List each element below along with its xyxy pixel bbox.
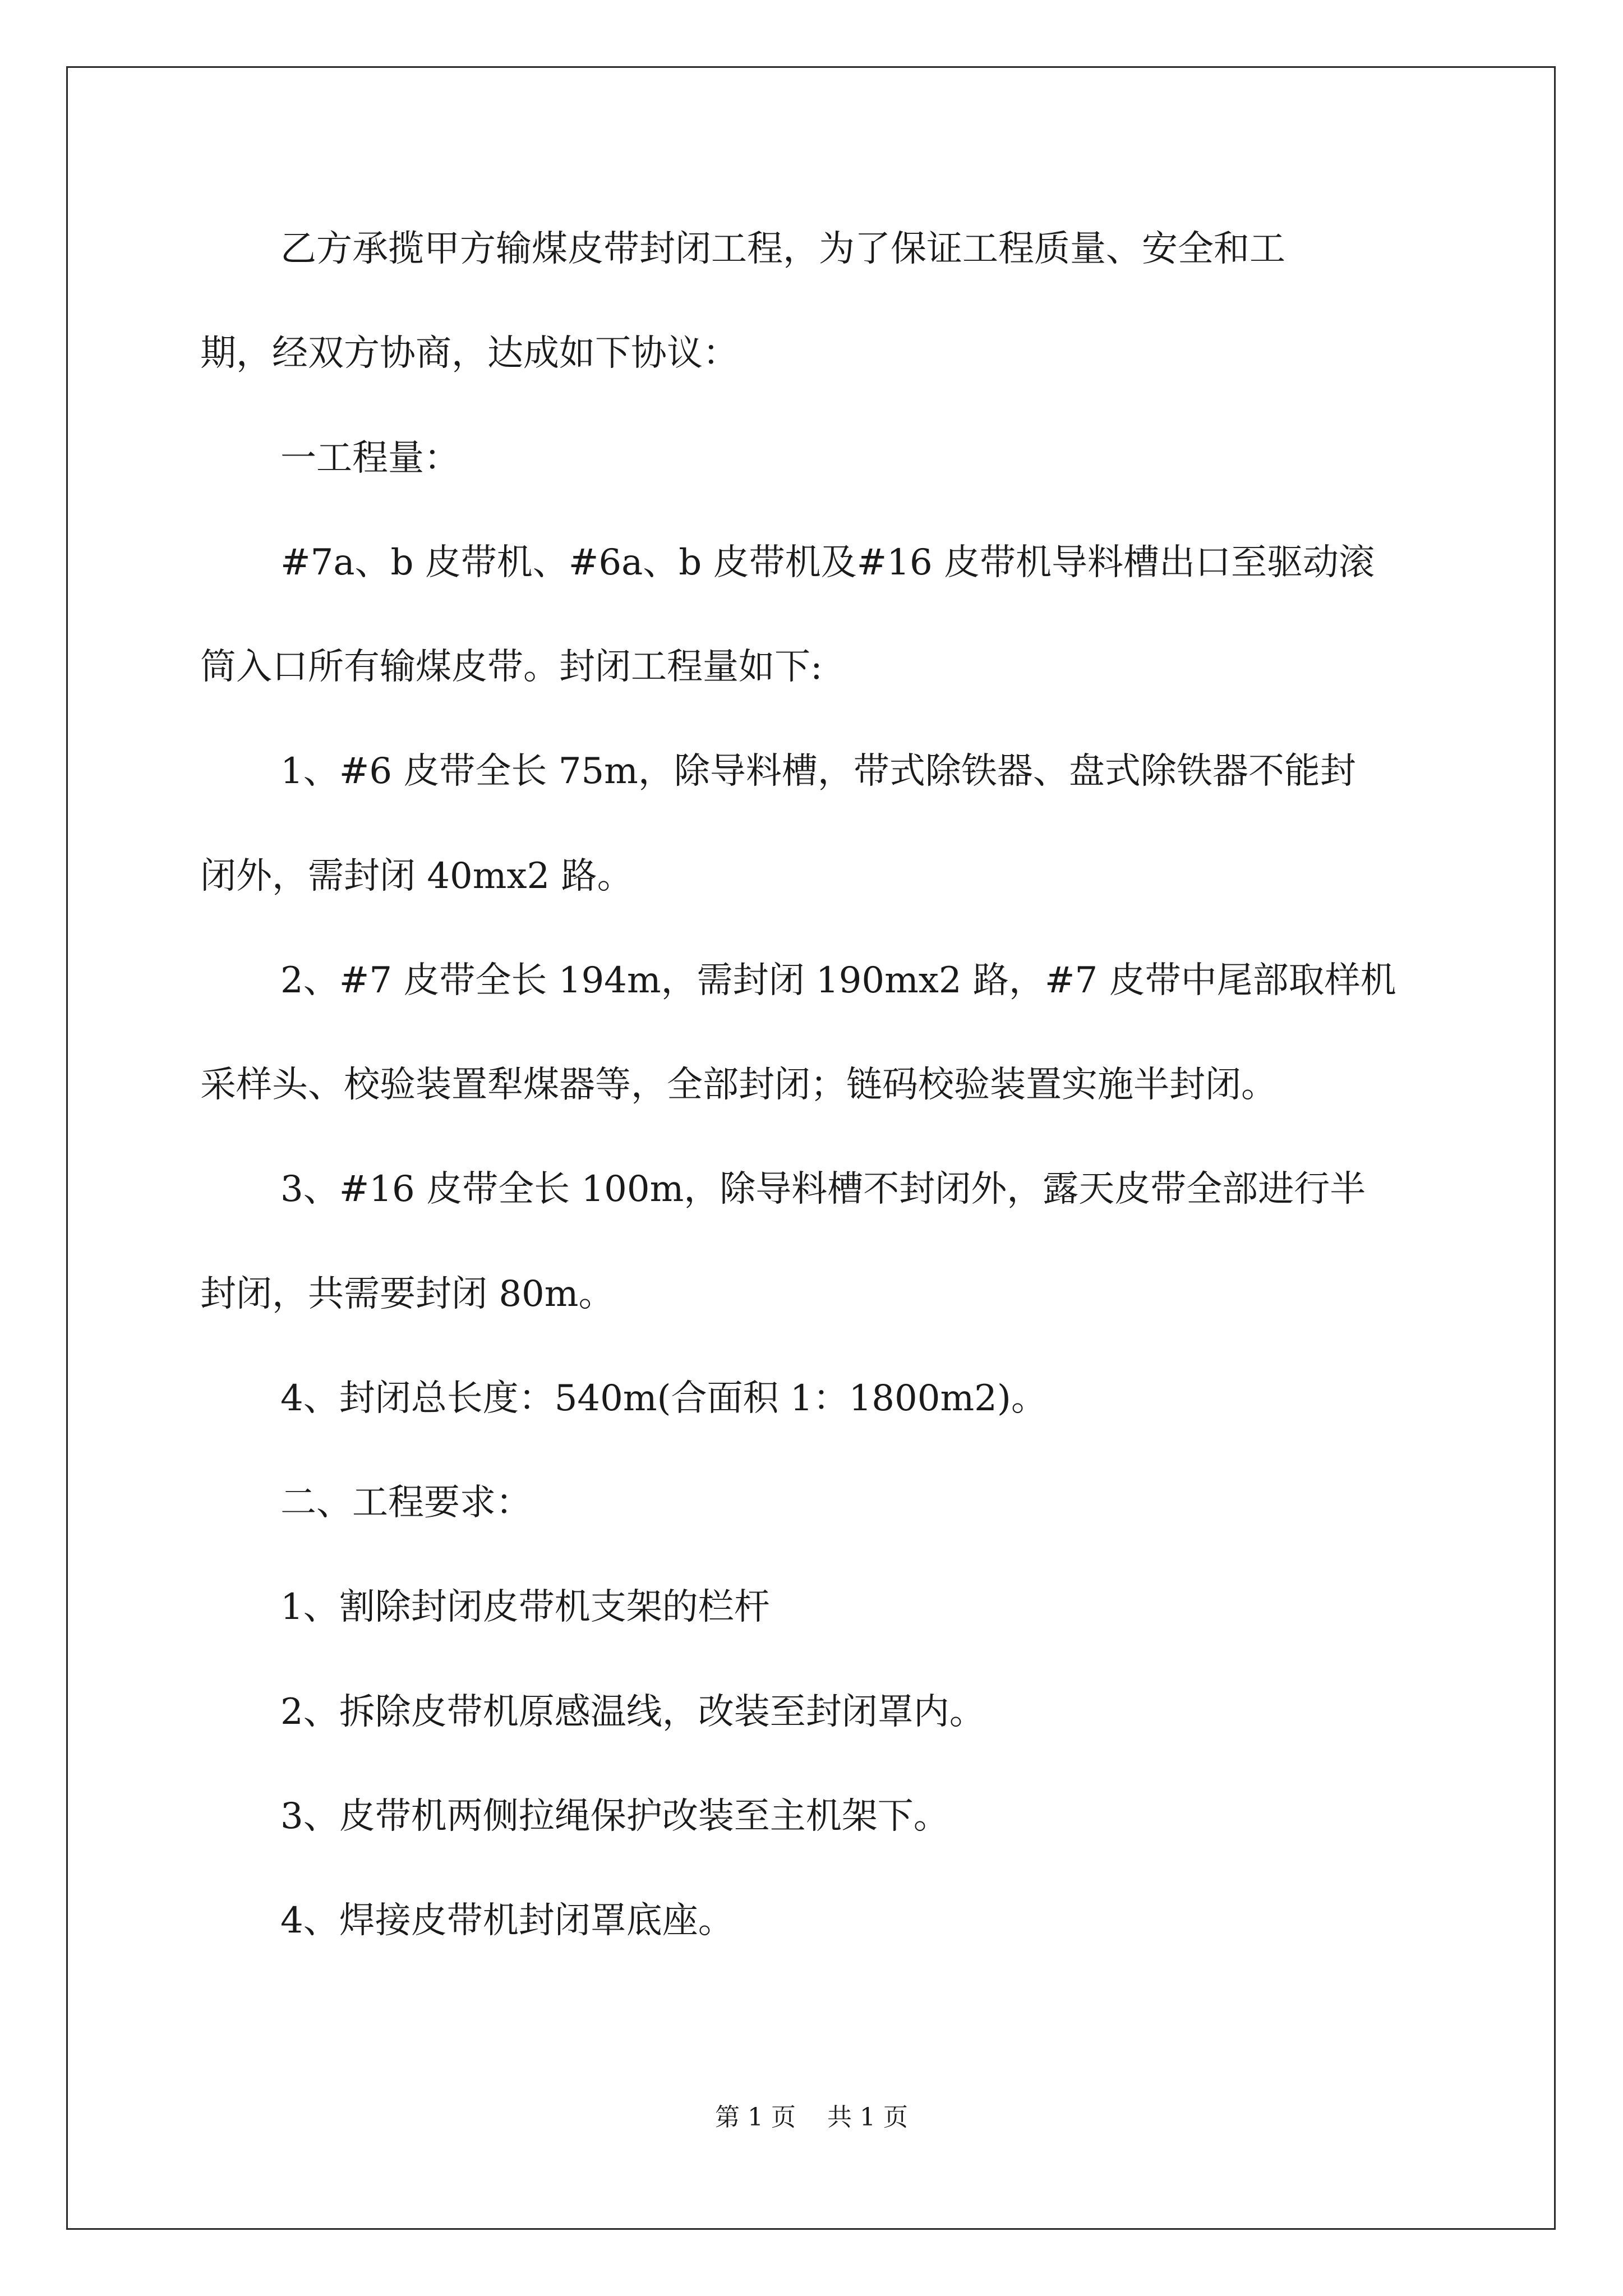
section-heading: 二、工程要求：: [280, 1482, 532, 1524]
list-item: 3、#16 皮带全长 100m，除导料槽不封闭外，露天皮带全部进行半: [280, 1168, 1366, 1210]
list-item: 3、皮带机两侧拉绳保护改装至主机架下。: [280, 1796, 949, 1837]
list-item-continuation: 封闭，共需要封闭 80m。: [200, 1273, 615, 1315]
list-item: 4、焊接皮带机封闭罩底座。: [280, 1900, 734, 1941]
paragraph-line: #7a、b 皮带机、#6a、b 皮带机及#16 皮带机导料槽出口至驱动滚: [280, 542, 1375, 583]
section-heading: 一工程量：: [280, 438, 460, 479]
page-total: 共 1 页: [827, 2103, 908, 2132]
list-item: 2、#7 皮带全长 194m，需封闭 190mx2 路，#7 皮带中尾部取样机: [280, 960, 1396, 1001]
list-item: 4、封闭总长度：540m(合面积 1：1800m2)。: [280, 1378, 1047, 1419]
list-item-continuation: 采样头、校验装置犁煤器等，全部封闭；链码校验装置实施半封闭。: [200, 1064, 1277, 1106]
paragraph-line: 乙方承揽甲方输煤皮带封闭工程，为了保证工程质量、安全和工: [280, 228, 1285, 270]
paragraph-line: 期，经双方协商，达成如下协议：: [200, 333, 739, 374]
page-number: 第 1 页: [715, 2103, 796, 2132]
paragraph-line: 筒入口所有输煤皮带。封闭工程量如下:: [200, 646, 823, 688]
list-item-continuation: 闭外，需封闭 40mx2 路。: [200, 855, 633, 897]
list-item: 1、#6 皮带全长 75m，除导料槽，带式除铁器、盘式除铁器不能封: [280, 751, 1356, 792]
list-item: 1、割除封闭皮带机支架的栏杆: [280, 1586, 770, 1628]
list-item: 2、拆除皮带机原感温线，改装至封闭罩内。: [280, 1691, 985, 1733]
page-footer: [0, 2097, 1623, 2133]
